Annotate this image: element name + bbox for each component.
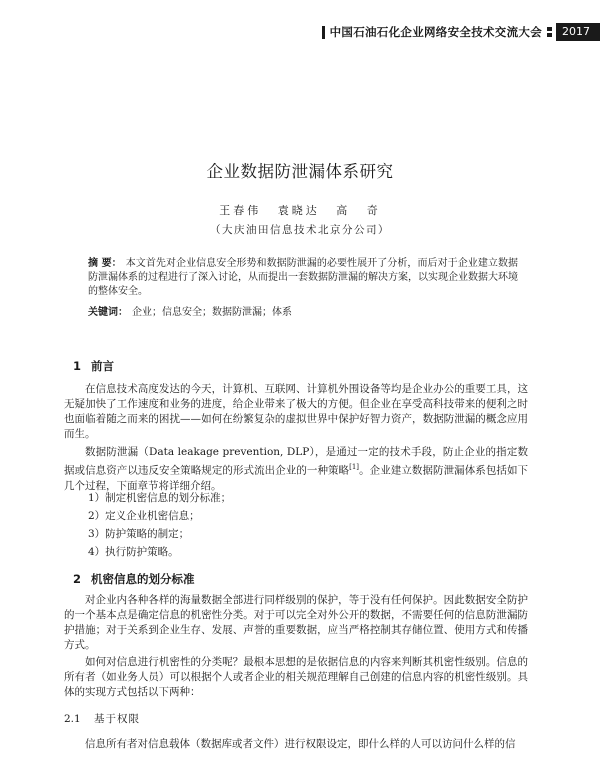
section-2-paragraph-3: 信息所有者对信息载体（数据库或者文件）进行权限设定，即什么样的人可以访问什么样的信	[85, 738, 516, 750]
list-item: 1）制定机密信息的划分标准；	[88, 492, 232, 504]
abstract-label: 摘 要：	[88, 258, 122, 269]
paper-affiliation: （大庆油田信息技术北京分公司）	[210, 224, 390, 236]
list-item: 2）定义企业机密信息；	[88, 510, 200, 522]
running-header	[322, 22, 600, 42]
section-1-paragraph-1: 在信息技术高度发达的今天，计算机、互联网、计算机外围设备等均是企业办公的重要工具，这无疑加快了工作速度和业务的进度，给企业带来了极大的方便。但企业在享受高科技带来的便利之时也面临着随之而来的困扰——如何在纷繁复杂的虚拟世界中保护好智力资产，数据防泄漏的概念应用而生。	[64, 383, 528, 440]
section-1-heading	[73, 358, 114, 374]
list-item: 3）防护策略的制定；	[88, 528, 190, 540]
keywords-label: 关键词：	[88, 307, 128, 318]
section-2-number: 2	[73, 572, 82, 586]
section-2-title: 机密信息的划分标准	[91, 572, 195, 586]
keywords	[88, 306, 518, 320]
paper-title: 企业数据防泄漏体系研究	[206, 162, 394, 181]
conference-name: 中国石油石化企业网络安全技术交流大会	[329, 25, 542, 39]
subsection-title: 基于权限	[94, 713, 140, 725]
abstract-text: 本文首先对企业信息安全形势和数据防泄漏的必要性展开了分析，而后对于企业建立数据防泄漏体系的过程进行了深入讨论，从而提出一套数据防泄漏的解决方案，以实现企业数据大环境的整体安全。	[88, 258, 519, 297]
citation-ref: [1]	[349, 463, 360, 471]
list-item: 4）执行防护策略。	[88, 546, 179, 558]
section-2-heading	[73, 571, 195, 587]
header-bar-mark	[322, 26, 325, 39]
abstract	[88, 257, 518, 299]
keywords-text: 企业；信息安全；数据防泄漏；体系	[132, 307, 292, 318]
section-2-paragraph-1: 对企业内各种各样的海量数据全部进行同样级别的保护，等于没有任何保护。因此数据安全防护的一个基本点是确定信息的机密性分类。对于可以完全对外公开的数据，不需要任何的信息防泄漏防护措施；对于关系到企业生存、发展、声誉的重要数据，应当严格控制其存储位置、使用方式和传播方式。	[64, 594, 528, 651]
section-1-title: 前言	[91, 359, 114, 373]
para2-main: 数据防泄漏（Data leakage prevention, DLP），是通过一定的技术手段，防止企业的指定数据或信息资产以违反安全策略规定的形式流出企业的一种策略	[64, 446, 528, 477]
section-1-paragraph-2	[64, 445, 528, 494]
subsection-number: 2.1	[64, 713, 81, 725]
para2-tail: 。企业建立数据防泄漏体系包括如下几个过程，下面章节将详细介绍。	[64, 464, 529, 492]
section-2-paragraph-2: 如何对信息进行机密性的分类呢？最根本思想的是依据信息的内容来判断其机密性级别。信息的所有者（如业务人员）可以根据个人或者企业的相关规范理解自己创建的信息内容的机密性级别。具体的实现方式包括以下两种：	[64, 656, 528, 698]
subsection-2-1-heading	[64, 711, 140, 726]
paper-authors: 王春伟 袁晓达 高 奇	[219, 204, 381, 217]
section-1-number: 1	[73, 359, 82, 373]
header-squares-icon	[547, 27, 552, 37]
conference-year: 2017	[556, 23, 600, 41]
